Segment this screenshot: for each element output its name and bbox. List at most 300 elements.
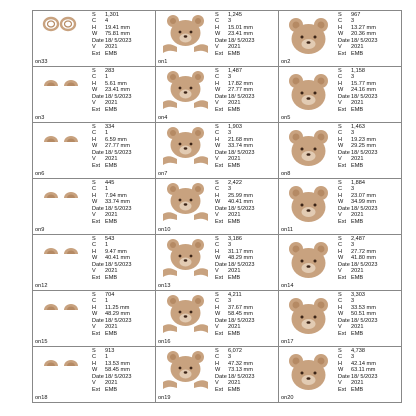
colors-value: 1 <box>105 130 109 137</box>
design-name: on11 <box>281 227 294 233</box>
ext-value: EMB <box>351 50 364 57</box>
colors-label: C <box>338 74 343 81</box>
date-label: Date <box>215 317 227 324</box>
ext-label: Ext <box>92 218 101 225</box>
stitches-label: S <box>92 236 96 242</box>
stitches-value: 6,072 <box>228 348 242 354</box>
ext-value: EMB <box>105 330 118 337</box>
design-cell[interactable] <box>33 291 156 347</box>
design-info <box>215 348 277 393</box>
colors-label: C <box>215 18 220 25</box>
version-label: V <box>338 156 342 163</box>
height-value: 37.67 mm <box>228 304 253 311</box>
stitches-value: 2,487 <box>351 236 365 242</box>
design-info <box>92 12 154 57</box>
bear-face-icon[interactable] <box>280 68 337 120</box>
width-label: W <box>92 31 98 38</box>
ext-value: EMB <box>228 274 241 281</box>
width-value: 40.41 mm <box>105 255 130 262</box>
width-value: 48.29 mm <box>228 255 253 262</box>
colors-label: C <box>92 298 97 305</box>
colors-label: C <box>215 298 220 305</box>
design-name: on3 <box>35 115 45 121</box>
ext-value: EMB <box>228 162 241 169</box>
colors-label: C <box>338 186 343 193</box>
design-cell[interactable] <box>33 235 156 291</box>
height-label: H <box>215 192 220 199</box>
ext-label: Ext <box>338 218 347 225</box>
date-label: Date <box>92 93 104 100</box>
design-info <box>338 180 400 225</box>
version-value: 2021 <box>105 324 118 331</box>
version-label: V <box>92 156 96 163</box>
width-value: 27.77 mm <box>228 87 253 94</box>
width-value: 33.74 mm <box>228 143 253 150</box>
ext-label: Ext <box>215 162 224 169</box>
design-cell[interactable] <box>279 123 402 179</box>
colors-label: C <box>92 130 97 137</box>
bear-ears-icon[interactable] <box>34 68 91 120</box>
version-value: 2021 <box>351 100 364 107</box>
bear-face-icon[interactable] <box>280 124 337 176</box>
design-info <box>92 68 154 113</box>
colors-label: C <box>92 18 97 25</box>
design-cell[interactable] <box>279 291 402 347</box>
colors-label: C <box>338 242 343 249</box>
height-label: H <box>338 80 343 87</box>
version-label: V <box>215 44 219 51</box>
design-name: on14 <box>281 283 294 289</box>
date-value: 18/ 5/2023 <box>228 373 255 380</box>
colors-label: C <box>92 186 97 193</box>
date-label: Date <box>215 261 227 268</box>
colors-value: 3 <box>228 130 232 137</box>
colors-value: 1 <box>105 354 109 361</box>
version-value: 2021 <box>351 156 364 163</box>
version-value: 2021 <box>351 268 364 275</box>
ext-label: Ext <box>215 50 224 57</box>
width-value: 23.41 mm <box>105 87 130 94</box>
bear-face-icon[interactable] <box>280 236 337 288</box>
design-name: on4 <box>158 115 168 121</box>
bear-ears-icon[interactable] <box>34 12 91 64</box>
date-value: 18/ 5/2023 <box>351 373 378 380</box>
width-value: 73.13 mm <box>228 367 253 374</box>
date-label: Date <box>215 373 227 380</box>
date-label: Date <box>92 373 104 380</box>
design-name: on13 <box>158 283 171 289</box>
height-value: 11.25 mm <box>105 304 130 311</box>
date-value: 18/ 5/2023 <box>228 205 255 212</box>
ext-value: EMB <box>228 50 241 57</box>
stitches-label: S <box>338 292 342 298</box>
date-value: 18/ 5/2023 <box>105 261 132 268</box>
stitches-value: 1,158 <box>351 68 365 74</box>
height-label: H <box>92 304 97 311</box>
ext-label: Ext <box>92 50 101 57</box>
width-value: 40.41 mm <box>228 199 253 206</box>
colors-value: 3 <box>351 186 355 193</box>
width-label: W <box>338 87 344 94</box>
date-value: 18/ 5/2023 <box>228 93 255 100</box>
date-value: 18/ 5/2023 <box>105 93 132 100</box>
version-label: V <box>338 268 342 275</box>
height-value: 47.32 mm <box>228 360 253 367</box>
bear-peeking-icon[interactable] <box>157 124 214 176</box>
version-label: V <box>92 212 96 219</box>
design-info <box>92 348 154 393</box>
design-cell[interactable] <box>33 179 156 235</box>
bear-peeking-icon[interactable] <box>157 292 214 344</box>
ext-label: Ext <box>215 386 224 393</box>
height-value: 42.14 mm <box>351 360 376 367</box>
date-value: 18/ 5/2023 <box>351 93 378 100</box>
date-value: 18/ 5/2023 <box>105 373 132 380</box>
colors-value: 1 <box>105 242 109 249</box>
version-value: 2021 <box>228 100 241 107</box>
version-value: 2021 <box>105 44 118 51</box>
version-value: 2021 <box>105 212 118 219</box>
stitches-label: S <box>92 292 96 298</box>
design-cell[interactable] <box>156 347 279 403</box>
design-cell[interactable] <box>156 123 279 179</box>
height-label: H <box>338 24 343 31</box>
design-name: on9 <box>35 227 45 233</box>
design-info <box>215 12 277 57</box>
stitches-label: S <box>338 124 342 130</box>
date-label: Date <box>215 149 227 156</box>
design-info <box>215 236 277 281</box>
stitches-value: 334 <box>105 124 115 130</box>
stitches-value: 967 <box>351 12 361 18</box>
bear-peeking-icon[interactable] <box>157 348 214 400</box>
version-label: V <box>338 380 342 387</box>
version-label: V <box>215 212 219 219</box>
bear-face-icon[interactable] <box>280 292 337 344</box>
ext-value: EMB <box>351 330 364 337</box>
width-value: 58.45 mm <box>228 311 253 318</box>
date-value: 18/ 5/2023 <box>105 205 132 212</box>
height-value: 5.61 mm <box>105 80 127 87</box>
date-value: 18/ 5/2023 <box>228 261 255 268</box>
design-info <box>338 348 400 393</box>
width-label: W <box>338 255 344 262</box>
stitches-label: S <box>215 348 219 354</box>
ext-value: EMB <box>228 330 241 337</box>
version-label: V <box>92 324 96 331</box>
colors-value: 3 <box>228 74 232 81</box>
design-info <box>92 236 154 281</box>
ext-value: EMB <box>351 162 364 169</box>
version-label: V <box>338 44 342 51</box>
width-value: 58.45 mm <box>105 367 130 374</box>
colors-value: 3 <box>228 18 232 25</box>
design-cell[interactable] <box>279 67 402 123</box>
height-label: H <box>338 136 343 143</box>
width-value: 24.16 mm <box>351 87 376 94</box>
design-name: on18 <box>35 395 48 401</box>
ext-label: Ext <box>92 274 101 281</box>
date-value: 18/ 5/2023 <box>351 37 378 44</box>
date-value: 18/ 5/2023 <box>105 149 132 156</box>
width-label: W <box>92 255 98 262</box>
width-value: 33.74 mm <box>105 199 130 206</box>
stitches-label: S <box>92 68 96 74</box>
date-value: 18/ 5/2023 <box>351 205 378 212</box>
bear-ears-icon[interactable] <box>34 180 91 232</box>
width-value: 29.25 mm <box>351 143 376 150</box>
bear-ears-icon[interactable] <box>34 348 91 400</box>
stitches-label: S <box>338 12 342 18</box>
bear-face-icon[interactable] <box>280 348 337 400</box>
width-label: W <box>215 87 221 94</box>
ext-label: Ext <box>215 330 224 337</box>
design-cell[interactable] <box>156 235 279 291</box>
colors-label: C <box>215 74 220 81</box>
version-label: V <box>338 100 342 107</box>
ext-value: EMB <box>228 106 241 113</box>
width-value: 63.11 mm <box>351 367 376 374</box>
height-value: 9.47 mm <box>105 248 127 255</box>
design-name: on7 <box>158 171 168 177</box>
stitches-value: 1,463 <box>351 124 365 130</box>
height-label: H <box>215 360 220 367</box>
version-value: 2021 <box>228 212 241 219</box>
bear-peeking-icon[interactable] <box>157 12 214 64</box>
stitches-value: 1,301 <box>105 12 119 18</box>
height-label: H <box>92 80 97 87</box>
width-label: W <box>215 143 221 150</box>
design-name: on10 <box>158 227 171 233</box>
version-value: 2021 <box>228 44 241 51</box>
version-value: 2021 <box>351 324 364 331</box>
design-cell[interactable] <box>33 11 156 67</box>
colors-value: 3 <box>351 74 355 81</box>
ext-value: EMB <box>228 386 241 393</box>
version-value: 2021 <box>105 156 118 163</box>
design-cell[interactable] <box>156 291 279 347</box>
width-label: W <box>338 31 344 38</box>
width-value: 27.77 mm <box>105 143 130 150</box>
height-label: H <box>338 360 343 367</box>
design-info <box>338 124 400 169</box>
ext-value: EMB <box>105 106 118 113</box>
date-label: Date <box>338 93 350 100</box>
version-label: V <box>215 100 219 107</box>
date-value: 18/ 5/2023 <box>228 317 255 324</box>
design-name: on33 <box>35 59 48 65</box>
colors-value: 1 <box>105 186 109 193</box>
ext-label: Ext <box>92 330 101 337</box>
stitches-value: 543 <box>105 236 115 242</box>
design-cell[interactable] <box>279 347 402 403</box>
colors-label: C <box>215 130 220 137</box>
design-info <box>92 292 154 337</box>
height-value: 19.23 mm <box>351 136 376 143</box>
height-label: H <box>92 360 97 367</box>
grid-row <box>33 179 402 235</box>
grid-row <box>33 11 402 67</box>
colors-value: 3 <box>228 354 232 361</box>
stitches-value: 445 <box>105 180 115 186</box>
version-label: V <box>92 268 96 275</box>
design-info <box>215 180 277 225</box>
colors-value: 3 <box>351 130 355 137</box>
height-value: 13.27 mm <box>351 24 376 31</box>
ext-value: EMB <box>105 218 118 225</box>
grid-row <box>33 67 402 123</box>
design-name: on20 <box>281 395 294 401</box>
design-cell[interactable] <box>156 179 279 235</box>
height-label: H <box>215 24 220 31</box>
stitches-label: S <box>338 348 342 354</box>
height-value: 19.41 mm <box>105 24 130 31</box>
date-label: Date <box>338 205 350 212</box>
date-value: 18/ 5/2023 <box>105 37 132 44</box>
height-value: 17.82 mm <box>228 80 253 87</box>
stitches-value: 913 <box>105 348 115 354</box>
height-value: 6.59 mm <box>105 136 127 143</box>
version-label: V <box>338 212 342 219</box>
height-value: 7.94 mm <box>105 192 127 199</box>
height-value: 15.01 mm <box>228 24 253 31</box>
design-info <box>215 292 277 337</box>
height-label: H <box>338 304 343 311</box>
colors-value: 3 <box>228 298 232 305</box>
stitches-value: 1,903 <box>228 124 242 130</box>
colors-label: C <box>338 130 343 137</box>
stitches-value: 4,738 <box>351 348 365 354</box>
date-label: Date <box>92 149 104 156</box>
design-name: on8 <box>281 171 291 177</box>
width-label: W <box>215 311 221 318</box>
stitches-value: 283 <box>105 68 115 74</box>
colors-label: C <box>338 298 343 305</box>
bear-face-icon[interactable] <box>280 12 337 64</box>
stitches-label: S <box>215 180 219 186</box>
colors-label: C <box>215 186 220 193</box>
height-label: H <box>92 136 97 143</box>
width-value: 48.29 mm <box>105 311 130 318</box>
height-label: H <box>215 80 220 87</box>
width-label: W <box>92 199 98 206</box>
width-label: W <box>215 255 221 262</box>
height-label: H <box>215 248 220 255</box>
width-label: W <box>92 311 98 318</box>
height-value: 21.68 mm <box>228 136 253 143</box>
height-label: H <box>338 248 343 255</box>
bear-face-icon[interactable] <box>280 180 337 232</box>
design-info <box>338 292 400 337</box>
ext-label: Ext <box>215 274 224 281</box>
version-value: 2021 <box>351 380 364 387</box>
version-label: V <box>215 380 219 387</box>
ext-value: EMB <box>105 274 118 281</box>
stitches-label: S <box>92 12 96 18</box>
design-cell[interactable] <box>33 67 156 123</box>
version-value: 2021 <box>105 268 118 275</box>
date-value: 18/ 5/2023 <box>351 149 378 156</box>
bear-ears-icon[interactable] <box>34 292 91 344</box>
height-label: H <box>338 192 343 199</box>
stitches-label: S <box>215 124 219 130</box>
ext-label: Ext <box>338 162 347 169</box>
design-cell[interactable] <box>279 179 402 235</box>
date-label: Date <box>338 373 350 380</box>
version-value: 2021 <box>228 268 241 275</box>
width-value: 20.36 mm <box>351 31 376 38</box>
date-label: Date <box>338 149 350 156</box>
colors-label: C <box>92 74 97 81</box>
date-value: 18/ 5/2023 <box>228 149 255 156</box>
bear-peeking-icon[interactable] <box>157 236 214 288</box>
bear-peeking-icon[interactable] <box>157 180 214 232</box>
design-info <box>338 236 400 281</box>
height-value: 23.07 mm <box>351 192 376 199</box>
date-label: Date <box>338 261 350 268</box>
colors-value: 3 <box>351 242 355 249</box>
width-label: W <box>92 87 98 94</box>
design-cell[interactable] <box>156 11 279 67</box>
design-info <box>215 68 277 113</box>
stitches-label: S <box>215 236 219 242</box>
design-cell[interactable] <box>279 235 402 291</box>
stitches-label: S <box>215 12 219 18</box>
version-value: 2021 <box>105 380 118 387</box>
design-info <box>215 124 277 169</box>
stitches-label: S <box>92 180 96 186</box>
design-cell[interactable] <box>279 11 402 67</box>
design-name: on1 <box>158 59 168 65</box>
design-cell[interactable] <box>156 67 279 123</box>
colors-value: 3 <box>351 18 355 25</box>
stitches-value: 1,884 <box>351 180 365 186</box>
width-label: W <box>338 367 344 374</box>
date-label: Date <box>92 37 104 44</box>
stitches-value: 3,303 <box>351 292 365 298</box>
height-value: 33.53 mm <box>351 304 376 311</box>
bear-peeking-icon[interactable] <box>157 68 214 120</box>
height-value: 13.53 mm <box>105 360 130 367</box>
colors-label: C <box>215 242 220 249</box>
design-name: on17 <box>281 339 294 345</box>
stitches-value: 4,211 <box>228 292 242 298</box>
stitches-label: S <box>338 236 342 242</box>
grid-row <box>33 235 402 291</box>
design-name: on19 <box>158 395 171 401</box>
design-cell[interactable] <box>33 347 156 403</box>
ext-label: Ext <box>338 330 347 337</box>
stitches-value: 1,245 <box>228 12 242 18</box>
ext-value: EMB <box>105 162 118 169</box>
bear-ears-icon[interactable] <box>34 236 91 288</box>
version-value: 2021 <box>228 156 241 163</box>
ext-value: EMB <box>351 218 364 225</box>
colors-value: 3 <box>351 298 355 305</box>
version-label: V <box>92 44 96 51</box>
design-cell[interactable] <box>33 123 156 179</box>
colors-label: C <box>338 18 343 25</box>
height-label: H <box>215 304 220 311</box>
date-label: Date <box>215 93 227 100</box>
width-label: W <box>92 143 98 150</box>
date-label: Date <box>92 205 104 212</box>
width-label: W <box>338 311 344 318</box>
ext-label: Ext <box>92 162 101 169</box>
colors-label: C <box>215 354 220 361</box>
width-label: W <box>338 199 344 206</box>
bear-ears-icon[interactable] <box>34 124 91 176</box>
